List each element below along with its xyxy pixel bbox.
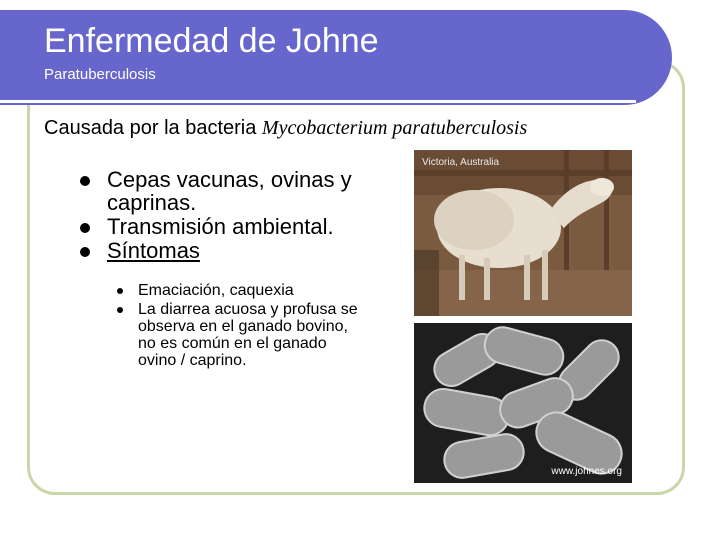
bacteria-micrograph xyxy=(414,323,632,483)
bullet-dot-icon xyxy=(80,176,90,186)
sub-bullet-item xyxy=(115,301,365,369)
slide-subtitle: Paratuberculosis xyxy=(44,66,156,83)
cause-species: Mycobacterium paratuberculosis xyxy=(261,117,528,139)
bullet-text: Cepas vacunas, ovinas y caprinas. xyxy=(107,167,352,215)
bacteria-illustration xyxy=(414,323,632,483)
sub-bullet-dot-icon xyxy=(117,307,123,313)
sub-bullet-list xyxy=(115,282,365,371)
sheep-photo xyxy=(414,150,632,316)
bullet-list xyxy=(80,168,400,263)
cause-line xyxy=(44,117,527,140)
slide-title: Enfermedad de Johne xyxy=(44,22,379,60)
cause-text: Causada por la bacteria xyxy=(44,117,257,139)
sheep-illustration xyxy=(414,150,632,316)
bullet-text-symptoms: Síntomas xyxy=(107,238,200,263)
bacteria-photo-credit: www.johnes.org xyxy=(551,466,622,477)
bullet-dot-icon xyxy=(80,247,90,257)
bullet-text: Transmisión ambiental. xyxy=(107,214,334,239)
bullet-item xyxy=(80,215,400,238)
sub-bullet-text: La diarrea acuosa y profusa se observa en el ganado bovino, no es común en el ganado ovino / caprino. xyxy=(138,301,358,369)
sub-bullet-item xyxy=(115,282,365,299)
sheep-photo-credit: Victoria, Australia xyxy=(422,157,500,168)
bullet-item xyxy=(80,239,400,262)
sub-bullet-text: Emaciación, caquexia xyxy=(138,282,294,299)
sub-bullet-dot-icon xyxy=(117,288,123,294)
bullet-item xyxy=(80,168,400,214)
title-rule xyxy=(0,100,636,103)
bullet-dot-icon xyxy=(80,223,90,233)
